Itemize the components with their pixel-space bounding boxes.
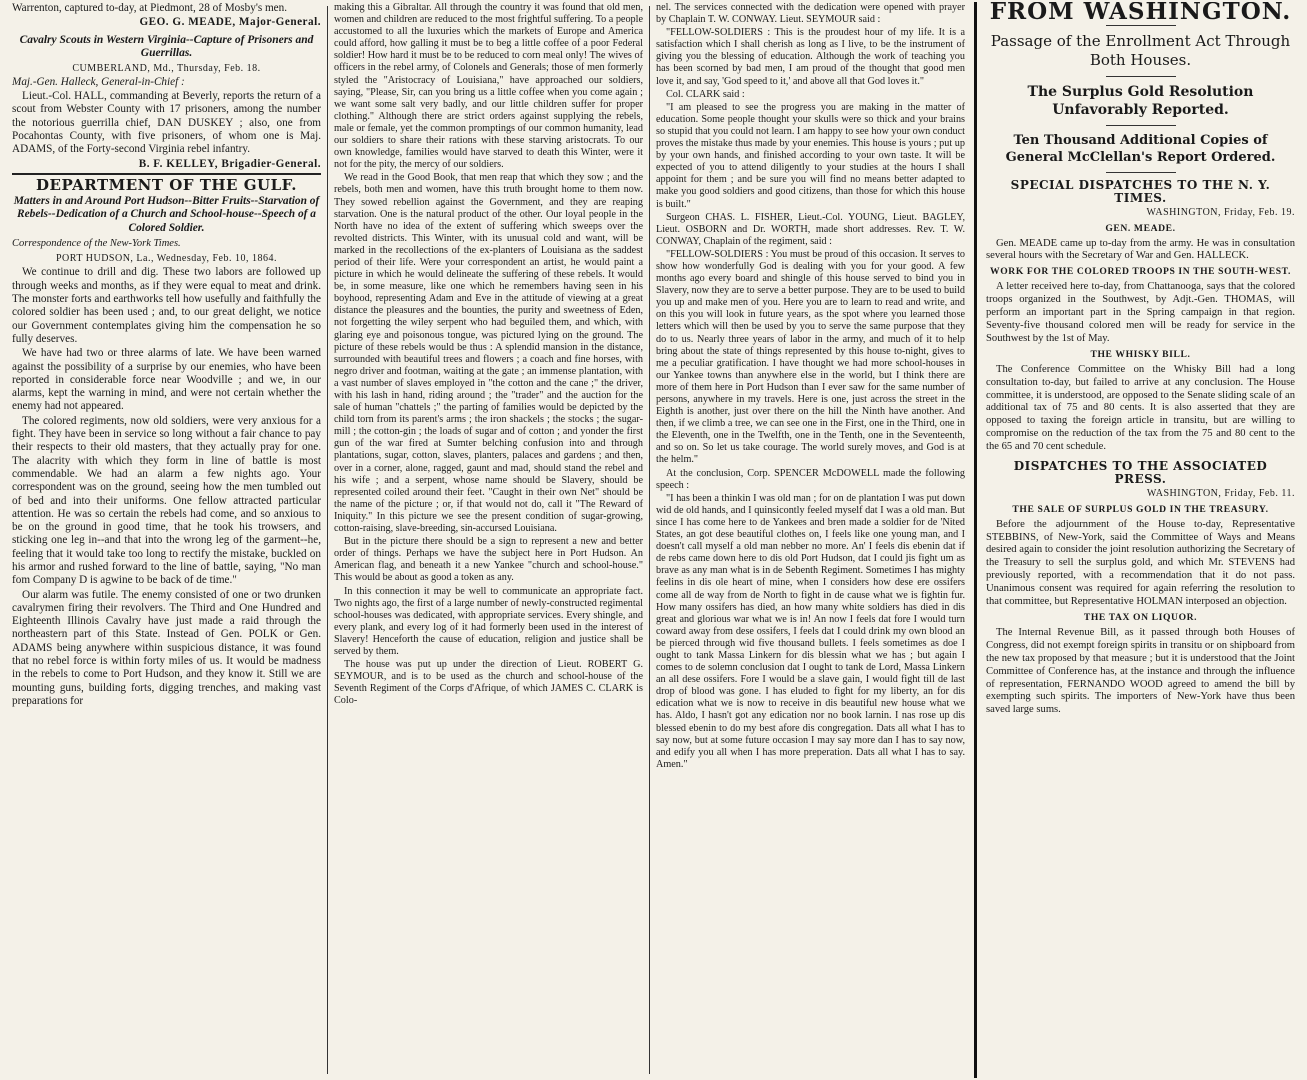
salutation: Maj.-Gen. Halleck, General-in-Chief : (12, 75, 185, 88)
column-3 (650, 2, 971, 1078)
article-subheadline: Matters in and Around Port Hudson--Bitter Fruits--Starvation of Rebels--Dedication of a Church and School-house--Speech of a Colored Soldier. (13, 195, 320, 234)
article-text: Warrenton, captured to-day, at Piedmont, 28 of Mosby's men. (12, 2, 288, 14)
article-text: A letter received here to-day, from Chattanooga, says that the colored troops organized in the Southwest, by Adjt.-Gen. THOMAS, will perform an important part in the Spring campaign in that region. Seventy-five thousand colored men will be ready for service in the Southwest by the 1st of May. (986, 281, 1295, 344)
column-2 (328, 2, 649, 1078)
article-text: "FELLOW-SOLDIERS : You must be proud of this occasion. It serves to show how wonderfully God is dealing with you for your good. A few months ago every board and shingle of this house served to bind you in Slavery, now they are to serve a better purpose. They are to be used to build you up and make men of you. Here you are to learn to read and write, and on this you will look in future years, as the spot where you learned those letters which will then be used by you to serve the same purpose that they do to us. Nearly three years of labor in the army, and much of it to help bring about the state of things represented by this house to-night, gives to me a peculiar gratification. I have thought we had more school-houses in our Yankee towns than anywhere else in the world, but I think there are more of them here in Port Hudson than I ever saw for the same number of persons, anywhere in my travels. Here is one, just across the street in the Eighth is another, just over there on the hill the Ninth have another. And then, if we climb a tree, we can see one in the First, one in the Third, one in the Eleventh, one in the Twelfth, one in the Tenth, one in the Seventeenth, and so on. So let us take courage. The world surely moves, and God is at the helm." (656, 248, 965, 466)
article-text: "I am pleased to see the progress you are making in the matter of education. Some people thought your skulls were so thick and your brains so stupid that you could not learn. I am happy to see how your own conduct proves the mistake thus made by your enemies. This house is yours ; put up by your own hands, and finished according to your own taste. It will be expected of you to attend diligently to your studies at the hours I shall appoint for them ; and be sure you will find no means better adapted to make you good soldiers and good citizens, than those for which this house is built." (656, 101, 965, 210)
article-text: Our alarm was futile. The enemy consisted of one or two drunken cavalrymen firing their revolvers. The Third and One Hundred and Eighteenth Illinois Cavalry have just made a raid through the northeastern part of this State. Instead of Gen. POLK or Gen. ADAMS being anywhere within suspicious distance, it was found that no rebel force is within forty miles of us. It would be madness in the rebels to come to Port Hudson, and they know it. Still we are mounting guns, building forts, digging trenches, and making vast preparations for (12, 588, 321, 707)
signature: GEO. G. MEADE, Major-General. (139, 16, 321, 29)
section-title: FROM WASHINGTON. (989, 2, 1292, 25)
column-4 (980, 2, 1301, 1078)
headline-deck: Passage of the Enrollment Act Through Both Houses. (990, 31, 1291, 69)
dateline: WASHINGTON, Friday, Feb. 19. (1146, 206, 1295, 218)
article-text: We read in the Good Book, that men reap that which they sow ; and the rebels, both men and women, have this truth brought home to them now. They sowed rebellion against the Government, and they are reaping starvation. One is the natural product of the other. Our loyal people in the North have no idea of the extent of suffering which sweeps over the revolted districts. This Winter, with its unusual cold and want, will be marked in the recollections of the ex-planters of Louisiana as the saddest period of their life. Were your correspondent an artist, he would paint a picture in which he would delineate the suffering of these rebels. It would be, in some measure, like one which he remembers having seen in his boyhood, representing Adam and Eve in the attitude of viewing at a great distance the pleasures and the bounties, the purity and sweetness of Eden, not forgetting the wiley serpent who had beguiled them, and which, with glaring eye and poisonous tongue, was pictured lying on the ground. The picture of these rebels would be thus : A splendid mansion in the distance, surrounded with beautiful trees and flowers ; a coach and fine horses, with negro driver and footman, waiting at the gate ; an immense plantation, with a vast number of slaves employed in "the cotton and the cane ;" the driver, with his lash in hand, riding around ; the "trader" and the auction for the sale of human "chattels ;" the parting of families would be depicted by the child torn from its parent's arms ; the iron shackels ; the stocks ; the sugar-mill ; the cotton-gin ; the loads of sugar and of cotton ; and yonder the first gun of the war fired at Sumter belching confusion into and through plantations, sugar, cotton, slaves, planters, palaces and gardens ; and then, over in a corner, alone, ragged, gaunt and mad, should stand the rebel and his wife ; and a serpent, whose name should be Slavery, should be represented coiled around their feet. "Caught in their own Net" should be the name of the picture ; or, if that would not do, call it "The Reward of Iniquity." In this picture we see the present condition of sugar-growing, cotton-raising, slave-breeding, sin-accursed Louisiana. (334, 172, 643, 535)
article-text: The colored regiments, now old soldiers, were very anxious for a fight. They have been in service so long without a fair chance to pay their respects to their old masters, that they actually pray for one. The alacrity with which they form in line of battle is most commendable. We had an alarm a few nights ago. Your correspondent was on the ground, seeing how the men tumbled out of bed and into their uniforms. One fellow attracted particular attention. He was so certain the rebels had come, and so anxious to be on the ground in good time, that he took his trowsers, and sticking one leg in--and that into the wrong leg of the garment--he, feeling that it would take too long to rectify the mistake, buckled on his armor and rushed forward to the line of battle, saying, "No man fom Company D is agwine to be back of de time." (12, 414, 321, 587)
article-text: The Internal Revenue Bill, as it passed through both Houses of Congress, did not exempt foreign spirits in transitu or on shipboard from the new tax proposed by that measure ; but it is understood that the Joint Committee of Conference has, at the instance and through the influence of representation, FERNANDO WOOD agreed to amend the bill by exempting such spirits. The importers of New-York have thus been saved large sums. (986, 626, 1295, 716)
column-1 (6, 2, 327, 1078)
article-text: Before the adjournment of the House to-day, Representative STEBBINS, of New-York, said the Committee of Ways and Means desired again to consider the joint resolution authorizing the Secretary of the Treasury to sell the surplus gold, and which Mr. STEVENS had previously reported, with a recommendation that it do not pass. Unanimous consent was required for again referring the resolution to that committee, but Representative HOLMAN interposed an objection. (986, 518, 1295, 608)
article-text: making this a Gibraltar. All through the country it was found that old men, women and children are reduced to the most frightful suffering. To a people accustomed to all the luxuries which the markets of Europe and America could afford, how galling it must be to beg a little coffee of a poor Federal soldier! How hard it must be to be reduced to corn meal only! The wives of officers in the rebel army, of Colonels and Generals; those of men formerly styled the "Aristocracy of Louisiana," have approached our soldiers, saying, "Please, Sir, can you bring us a little coffee when you come again ; we want some salt very badly, and our little children suffer for proper clothing." Although there are strict orders against supplying the rebels, male or female, yet the common promptings of our common humanity, lead our soldiers to share their rations with these starving aristocrats. To our own knowledge, families would have starved to death this Winter, were it not for the pity, the mercy of our soldiers. (334, 2, 643, 171)
article-text: Surgeon CHAS. L. FISHER, Lieut.-Col. YOUNG, Lieut. BAGLEY, Lieut. OSBORN and Dr. WORTH, made short addresses. Rev. T. W. CONWAY, Chaplain of the regiment, said : (656, 211, 965, 247)
article-text: nel. The services connected with the dedication were opened with prayer by Chaplain T. W. CONWAY. Lieut. SEYMOUR said : (656, 2, 965, 26)
article-text: In this connection it may be well to communicate an appropriate fact. Two nights ago, the first of a large number of newly-constructed regimental school-houses was dedicated, with appropriate services. Every shingle, and every plank, and every log of it had formerly been used in the interest of Slavery! Henceforth the cause of education, religion and justice shall be served by them. (334, 585, 643, 657)
article-text: The house was put up under the direction of Lieut. ROBERT G. SEYMOUR, and is to be used as the church and school-house of the Seventh Regiment of the Corps d'Afrique, of which JAMES C. CLARK is Colo- (334, 659, 643, 707)
divider (1106, 76, 1176, 77)
article-text: Lieut.-Col. HALL, commanding at Beverly, reports the return of a scout from Webster County with 17 prisoners, among the number the notorious guerrilla chief, DAN DUSKEY ; also, one from Pocahontas County, with five prisoners, of whom one is Maj. ADAMS, of the Forty-second Virginia rebel infantry. (12, 90, 321, 156)
signature: B. F. KELLEY, Brigadier-General. (138, 157, 321, 170)
headline-deck: The Surplus Gold Resolution Unfavorably Reported. (1027, 83, 1254, 118)
headline-deck: Ten Thousand Additional Copies of General McClellan's Report Ordered. (1005, 132, 1276, 165)
article-text: But in the picture there should be a sign to represent a new and better order of things. Perhaps we have the subject here in Port Hudson. An American flag, and beneath it a new Yankee "church and school-house." This would be about as good a token as any. (334, 536, 643, 584)
department-headline: DEPARTMENT OF THE GULF. (12, 173, 321, 192)
dateline: CUMBERLAND, Md., Thursday, Feb. 18. (72, 62, 261, 74)
correspondence-line: Correspondence of the New-York Times. (12, 237, 181, 249)
dispatch-heading: DISPATCHES TO THE ASSOCIATED PRESS. (1013, 459, 1268, 486)
article-text: "FELLOW-SOLDIERS : This is the proudest hour of my life. It is a satisfaction which I shall cherish as long as I live, to be the instrument of giving you the blessing of education. Although the work of teaching you has been scorned by bad men, I am proud of the thought that good men love it, and say, 'God speed to it,' and above all that God loves it." (656, 27, 965, 87)
item-heading: THE TAX ON LIQUOR. (1083, 612, 1198, 623)
divider (1106, 172, 1176, 173)
article-text: Col. CLARK said : (666, 88, 745, 100)
divider (1106, 25, 1176, 26)
article-text: "I has been a thinkin I was old man ; for on de plantation I was put down wid de old hands, and I quinsicontly feeled myself dat I was a old man. But since I has come here to de Yankees and bren made a soldier for de 'Nited States, an got dese beautiful clothes on, I feels like one young man, and I doesn't call myself a old man nebber no more. An' I feels dis ebenin dat if de rebs came down here to dis old Port Hudson, dat I could jis fight um as brave as any man what is in de Sebenth Regiment. Sometimes I has mighty feelins in dis ole heart of mine, when I considers how dese ere ossifers come all de way from de North to fight in de cause what we is fightin fur. How many ossifers has died, an how many white soldiers has died in dis great and glorious war what we is in! An now I feels dat fore I would turn coward away from dese ossifers, I feels dat I could drink my own blood an be pierced through wid five thousand bullets. I feels sometimes as doe I ought to tank Massa Linkern for dis blessin what we has ; but again I comes to de solemn conclusion dat I ought to tank de Lord, Massa Linkern an all dese ossifers. Fore I would be a slave gain, I would fight till de last drop of blood was gone. I has eluded to fight for my liberty, an for dis edication what we is now to receive in dis beautiful new house what we has. Aldo, I hasn't got any edication nor no book larnin. I nas rose up dis blessed ebenin to do my best afore dis congregation. Dats all what I has to say now, but at some future occasion I may say more dan I has to say now, and edify you all when I has more preperation. Dats all what I has to say. Amen." (656, 492, 965, 770)
article-text: We have had two or three alarms of late. We have been warned against the possibility of a surprise by our enemies, who have been reported in considerable force near Woodville ; and we, in our alarms, kept the warning in mind, and were not certain whether the enemy had not appeared. (12, 347, 321, 413)
article-text: Gen. MEADE came up to-day from the army. He was in consultation several hours with the Secretary of War and Gen. HALLECK. (986, 237, 1295, 262)
dispatch-heading: SPECIAL DISPATCHES TO THE N. Y. TIMES. (1010, 177, 1271, 205)
article-text: We continue to drill and dig. These two labors are followed up through weeks and months, as if they were equal to meat and drink. The monster forts and earthworks tell how usefully and faithfully the colored soldier has been used ; and, to our great delight, we notice our Government contemplates giving him the compensation he so fully deserves. (12, 266, 321, 345)
dateline: WASHINGTON, Friday, Feb. 11. (1146, 487, 1295, 499)
column-divider-thick (974, 2, 977, 1078)
item-heading: THE WHISKY BILL. (1090, 348, 1191, 360)
item-heading: THE SALE OF SURPLUS GOLD IN THE TREASURY. (1012, 503, 1269, 515)
item-heading: WORK FOR THE COLORED TROOPS IN THE SOUTH-WEST. (990, 266, 1291, 278)
article-headline: Cavalry Scouts in Western Virginia--Capture of Prisoners and Guerrillas. (19, 33, 314, 59)
dateline: PORT HUDSON, La., Wednesday, Feb. 10, 1864. (55, 253, 277, 265)
article-text: The Conference Committee on the Whisky Bill had a long consultation to-day, but failed to arrive at any conclusion. The House committee, it is understood, are opposed to the Senate sliding scale of an additional tax of 75 and 80 cents. It is also asserted that they are opposed to taxing the foreign article in transitu, but are willing to compromise on the reduction of the tax from the 75 and 80 cent to the the 65 and 70 cent schedule. (986, 363, 1295, 453)
article-text: At the conclusion, Corp. SPENCER McDOWELL made the following speech : (656, 467, 965, 491)
divider (1106, 125, 1176, 126)
item-heading: GEN. MEADE. (1105, 222, 1176, 234)
